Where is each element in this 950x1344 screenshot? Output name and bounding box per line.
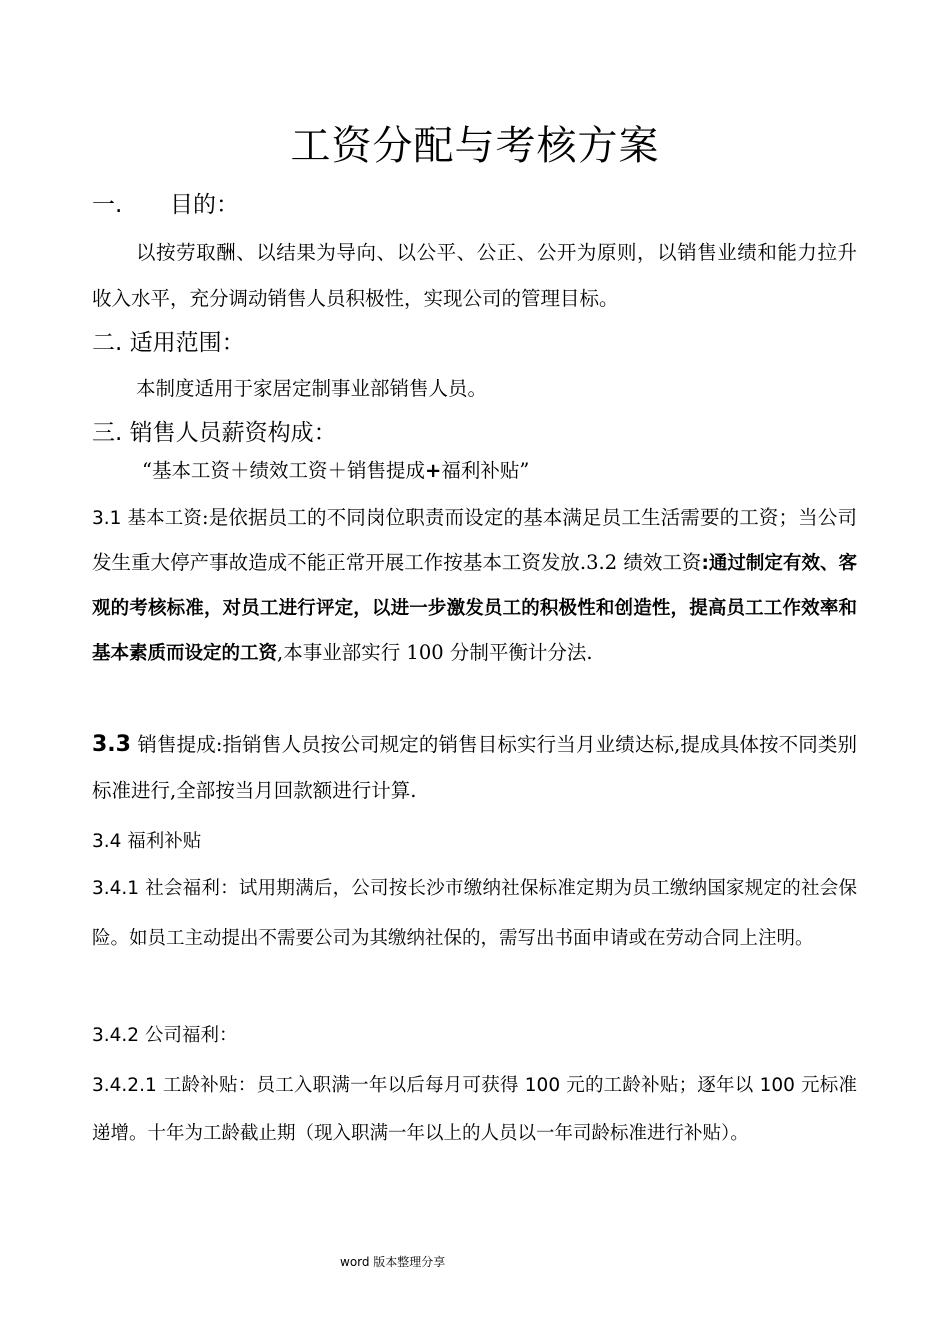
- p32-text: :通过制定有效、客观的考核标准，对员工进行评定，以进一步激发员工的积极性和创造性，提高员工工作效率和基本素质而设定的工资: [92, 553, 857, 664]
- document-title: 工资分配与考核方案: [290, 123, 660, 169]
- page-footer: word 版本整理分享: [340, 1255, 446, 1269]
- section-1-number: 一.: [92, 192, 123, 218]
- section-2-title: 适用范围：: [129, 330, 245, 356]
- section-2-number: 二.: [92, 330, 123, 356]
- formula-part-1: “基本工资＋绩效工资＋销售提成: [142, 459, 425, 482]
- p31-label: 基本工资: [127, 508, 203, 529]
- p33-number: 3.3: [92, 732, 131, 757]
- section-1-title: 目的：: [170, 192, 239, 218]
- formula-part-2: 福利补贴”: [441, 459, 530, 482]
- paragraph-3-3: [92, 722, 857, 814]
- p31-number: 3.1: [92, 508, 128, 529]
- p32-label: 工资: [662, 551, 702, 574]
- paragraph-3-4-2-1: 3.4.2.1 工龄补贴：员工入职满一年以后每月可获得 100 元的工龄补贴；逐年以 100 元标准递增。十年为工龄截止期（现入职满一年以上的人员以一年司龄标准进行补贴）。: [92, 1075, 857, 1144]
- paragraph-3-4: 3.4 福利补贴: [92, 831, 202, 852]
- formula-plus: +: [424, 459, 442, 482]
- salary-formula: [142, 452, 529, 490]
- section-1-heading: [92, 190, 239, 220]
- section-3-title: 销售人员薪资构成：: [129, 420, 337, 446]
- p33-text: 销售提成:指销售人员按公司规定的销售目标实行当月业绩达标,提成具体按不同类别标准进行,全部按当月回款额进行计算.: [92, 733, 857, 802]
- p31-text: :是依据员工的不同岗位职责而设定的基本满足员工生活需要的工资；当公司发生重大停产事故造成不能正常开展工作按基本工资发放.3.2 绩效: [92, 506, 857, 574]
- p32-tail: ,本事业部实行 100 分制平衡计分法.: [277, 641, 593, 664]
- section-1-paragraph: 以按劳取酬、以结果为导向、以公平、公正、公开为原则，以销售业绩和能力拉升收入水平，充分调动销售人员积极性，实现公司的管理目标。: [92, 241, 857, 310]
- section-2-heading: [92, 328, 245, 358]
- paragraph-3-4-2: 3.4.2 公司福利：: [92, 1025, 238, 1046]
- paragraph-3-4-1: 3.4.1 社会福利：试用期满后，公司按长沙市缴纳社保标准定期为员工缴纳国家规定的社会保险。如员工主动提出不需要公司为其缴纳社保的，需写出书面申请或在劳动合同上注明。: [92, 878, 857, 949]
- section-2-paragraph: 本制度适用于家居定制事业部销售人员。: [136, 377, 488, 400]
- section-3-heading: [92, 418, 337, 448]
- paragraph-3-1: [92, 496, 857, 676]
- section-3-number: 三.: [92, 420, 123, 446]
